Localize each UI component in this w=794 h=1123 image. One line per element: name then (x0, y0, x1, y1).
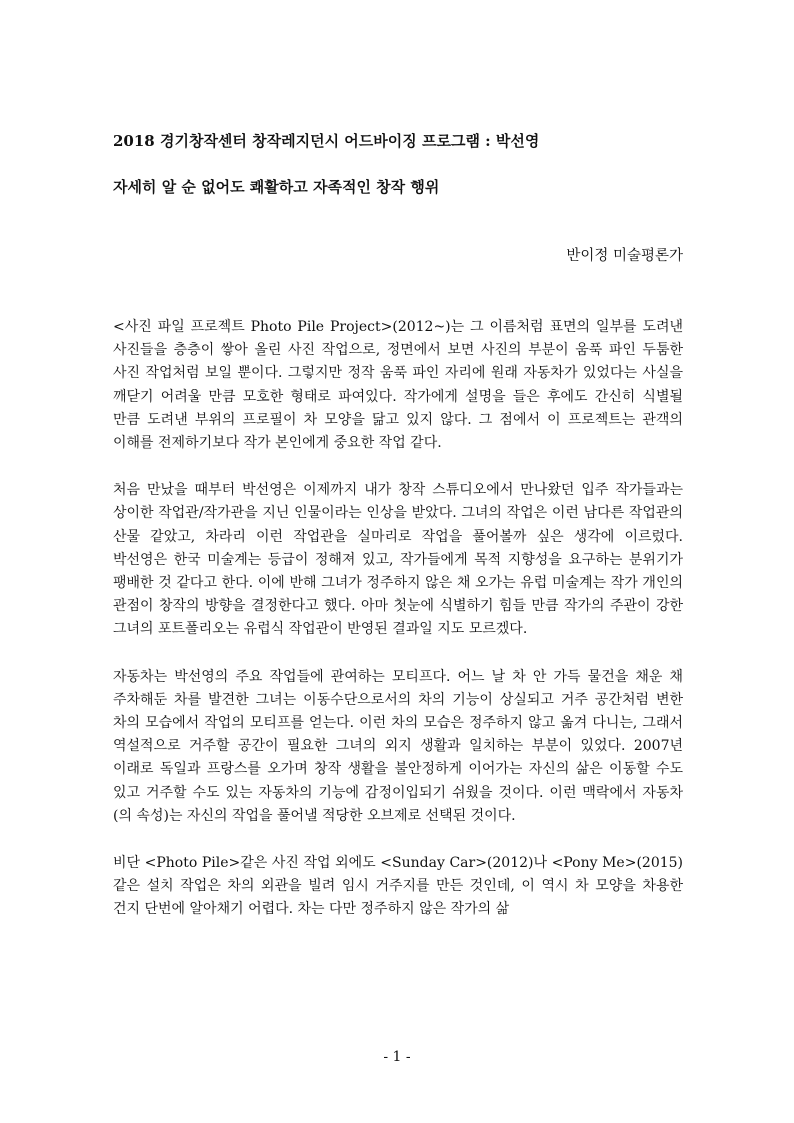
author-byline: 반이정 미술평론가 (566, 248, 683, 264)
body-paragraph-4: 비단 <Photo Pile>같은 사진 작업 외에도 <Sunday Car>(2012)나 <Pony Me>(2015)같은 설치 작업은 차의 외관을 빌려 임시 거주지를 만든 것인데, 이 역시 차 모양을 차용한 건지 단번에 알아채기 어렵다. 차는 다만 정주하지 않은 작가의 삶 (113, 855, 683, 918)
article-body (113, 316, 683, 946)
body-paragraph-2: 처음 만났을 때부터 박선영은 이제까지 내가 창작 스튜디오에서 만나왔던 입주 작가들과는 상이한 작업관/작가관을 지닌 인물이라는 인상을 받았다. 그녀의 작업은 이런 남다른 작업관의 산물 같았고, 차라리 이런 작업관을 실마리로 작업을 풀어볼까 싶은 생각에 이르렀다. 박선영은 한국 미술계는 등급이 정해져 있고, 작가들에게 목적 지향성을 요구하는 분위기가 팽배한 것 같다고 한다. 이에 반해 그녀가 정주하지 않은 채 오가는 유럽 미술계는 작가 개인의 관점이 창작의 방향을 결정한다고 했다. 아마 첫눈에 식별하기 힘들 만큼 작가의 주관이 강한 그녀의 포트폴리오는 유럽식 작업관이 반영된 결과일 지도 모르겠다. (113, 482, 683, 638)
body-paragraph-1: <사진 파일 프로젝트 Photo Pile Project>(2012~)는 그 이름처럼 표면의 일부를 도려낸 사진들을 층층이 쌓아 올린 사진 작업으로, 정면에서 보면 사진의 부분이 움푹 파인 두툼한 사진 작업처럼 보일 뿐이다. 그렇지만 정작 움푹 파인 자리에 원래 자동차가 있었다는 사실을 깨닫기 어려울 만큼 모호한 형태로 파여있다. 작가에게 설명을 들은 후에도 간신히 식별될 만큼 도려낸 부위의 프로필이 차 모양을 닮고 있지 않다. 그 점에서 이 프로젝트는 관객의 이해를 전제하기보다 작가 본인에게 중요한 작업 같다. (113, 319, 683, 452)
page-number: - 1 - (383, 1049, 411, 1065)
document-title: 2018 경기창작센터 창작레지던시 어드바이징 프로그램 : 박선영 (113, 132, 540, 150)
body-paragraph-3: 자동차는 박선영의 주요 작업들에 관여하는 모티프다. 어느 날 차 안 가득 물건을 채운 채 주차해둔 차를 발견한 그녀는 이동수단으로서의 차의 기능이 상실되고 거주 공간처럼 변한 차의 모습에서 작업의 모티프를 얻는다. 이런 차의 모습은 정주하지 않고 옮겨 다니는, 그래서 역설적으로 거주할 공간이 필요한 그녀의 외지 생활과 일치하는 부분이 있었다. 2007년 이래로 독일과 프랑스를 오가며 창작 생활을 불안정하게 이어가는 자신의 삶은 이동할 수도 있고 거주할 수도 있는 자동차의 기능에 감정이입되기 쉬웠을 것이다. 이런 맥락에서 자동차(의 속성)는 자신의 작업을 풀어낼 적당한 오브제로 선택된 것이다. (113, 668, 683, 824)
document-subtitle: 자세히 알 순 없어도 쾌활하고 자족적인 창작 행위 (113, 178, 440, 196)
